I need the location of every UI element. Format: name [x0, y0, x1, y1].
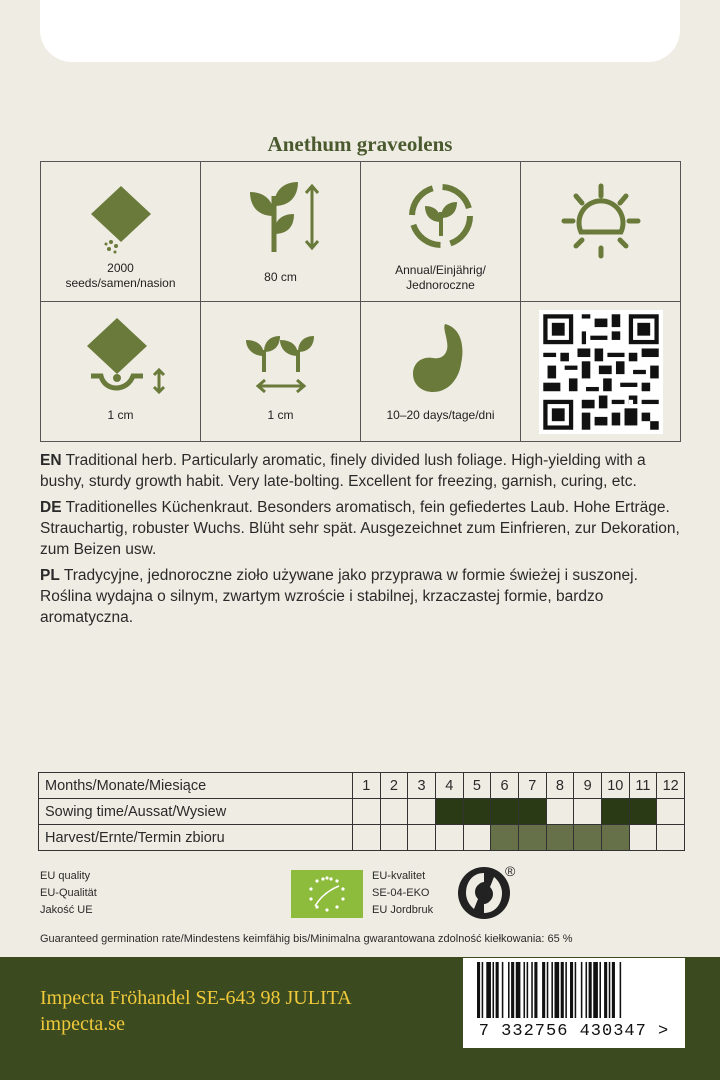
barcode-bar [620, 962, 622, 1018]
sowing-depth-icon [71, 316, 171, 396]
harvest-cell [518, 825, 546, 851]
harvest-label: Harvest/Ernte/Termin zbioru [39, 825, 353, 851]
barcode-bar [511, 962, 514, 1018]
company-info [40, 985, 352, 1037]
barcode-bar [561, 962, 564, 1018]
month-12: 12 [657, 773, 685, 799]
harvest-cell [463, 825, 491, 851]
sowing-cell [546, 799, 574, 825]
annual-cell [361, 162, 521, 302]
annual-caption [361, 263, 520, 293]
sowing-cell [463, 799, 491, 825]
eu-certification [372, 868, 433, 919]
sowing-cell [380, 799, 408, 825]
barcode-bar [524, 962, 526, 1018]
barcode-bar [486, 962, 491, 1018]
sowing-cell [518, 799, 546, 825]
annual-caption-line-2: Jednoroczne [406, 278, 475, 292]
barcode-bar [581, 962, 583, 1018]
sun-cell [521, 162, 681, 302]
month-8: 8 [546, 773, 574, 799]
barcode-bar [493, 962, 495, 1018]
germination-caption: 10–20 days/tage/dni [386, 408, 495, 422]
seed-packet-icon [81, 176, 161, 256]
barcode-bar [604, 962, 607, 1018]
barcode-bar [531, 962, 533, 1018]
text-de: Traditionelles Küchenkraut. Besonders aromatisch, fein gefiedertes Laub. Hohe Erträge. Strauchartig, robuster Wuchs. Blüht sehr spät. Ausgezeichnet zum Einfrieren, zur Dekoration, zum Beizen usw. [40, 499, 680, 558]
sowing-row [39, 799, 685, 825]
barcode-bar [508, 962, 510, 1018]
germination-rate: Guaranteed germination rate/Mindestens keimfähig bis/Minimalna gwarantowana zdolność kiełkowania: 65 % [40, 933, 573, 945]
barcode-bar [496, 962, 499, 1018]
qr-code-icon[interactable] [539, 310, 663, 434]
depth-caption: 1 cm [107, 408, 134, 422]
sowing-cell [657, 799, 685, 825]
barcode-bar [516, 962, 521, 1018]
plant-spacing-icon [236, 316, 326, 396]
barcode-bar [565, 962, 567, 1018]
lang-code-de: DE [40, 499, 62, 516]
qr-cell [521, 302, 681, 442]
icon-grid [40, 161, 681, 442]
depth-cell [41, 302, 201, 442]
sowing-cell [408, 799, 436, 825]
barcode-bar [575, 962, 577, 1018]
barcode-bar [547, 962, 549, 1018]
sowing-cell [352, 799, 380, 825]
month-1: 1 [352, 773, 380, 799]
harvest-cell [352, 825, 380, 851]
month-4: 4 [435, 773, 463, 799]
barcode-bar [502, 962, 504, 1018]
height-cell [201, 162, 361, 302]
harvest-row [39, 825, 685, 851]
harvest-cell [657, 825, 685, 851]
harvest-cell [629, 825, 657, 851]
harvest-cell [546, 825, 574, 851]
eu-quality-en: EU quality [40, 870, 91, 882]
sowing-calendar [38, 772, 685, 851]
harvest-cell [435, 825, 463, 851]
spacing-caption: 1 cm [267, 408, 294, 422]
seeds-cell [41, 162, 201, 302]
barcode-bar [551, 962, 553, 1018]
green-dot-recycling-icon [456, 865, 526, 921]
eu-organic-leaf-icon [291, 870, 363, 918]
description-en [40, 450, 685, 492]
sowing-cell [629, 799, 657, 825]
months-row [39, 773, 685, 799]
company-address: Impecta Fröhandel SE-643 98 JULITA [40, 987, 352, 1009]
description-de [40, 497, 685, 560]
eu-cert-code: SE-04-EKO [372, 887, 430, 899]
sun-icon [556, 176, 646, 266]
month-10: 10 [601, 773, 629, 799]
barcode-bar [482, 962, 484, 1018]
germination-sprout-icon [401, 316, 481, 402]
barcode-bars-icon [463, 958, 685, 1018]
lang-code-en: EN [40, 452, 62, 469]
barcode-bar [612, 962, 615, 1018]
annual-cycle-icon [401, 176, 481, 256]
company-website[interactable]: impecta.se [40, 1013, 125, 1035]
latin-name: Anethum graveolens [267, 132, 453, 156]
eu-quality [40, 868, 97, 919]
month-9: 9 [574, 773, 602, 799]
harvest-cell [380, 825, 408, 851]
sowing-cell [601, 799, 629, 825]
barcode-number: 7 332756 430347 > [478, 1022, 670, 1041]
barcode-bar [570, 962, 573, 1018]
barcode-bar [555, 962, 560, 1018]
months-label: Months/Monate/Miesiące [39, 773, 353, 799]
eu-cert-line-3: EU Jordbruk [372, 904, 434, 916]
spacing-cell [201, 302, 361, 442]
barcode-bar [477, 962, 480, 1018]
month-6: 6 [491, 773, 519, 799]
month-2: 2 [380, 773, 408, 799]
eu-quality-pl: Jakość UE [40, 904, 93, 916]
sowing-cell [491, 799, 519, 825]
barcode-bar [599, 962, 601, 1018]
text-pl: Tradycyjne, jednoroczne zioło używane jako przyprawa w formie świeżej i suszonej. Roślina wydajna o silnym, zwartym wzroście i stabilnej, krzaczastej formie, bardzo aromatyczna. [40, 567, 638, 626]
sowing-cell [574, 799, 602, 825]
seed-count: 2000 [107, 261, 134, 275]
barcode-bar [589, 962, 592, 1018]
month-5: 5 [463, 773, 491, 799]
plant-height-icon [236, 176, 326, 256]
description-pl [40, 565, 685, 628]
text-en: Traditional herb. Particularly aromatic, finely divided lush foliage. High-yielding with a bushy, sturdy growth habit. Very late-bolting. Excellent for freezing, garnish, curing, etc. [40, 452, 646, 490]
eu-quality-de: EU-Qualität [40, 887, 97, 899]
month-11: 11 [629, 773, 657, 799]
harvest-cell [491, 825, 519, 851]
barcode-bar [542, 962, 545, 1018]
barcode-bar [534, 962, 537, 1018]
green-dot-logo [456, 865, 526, 926]
hanger-cutout [40, 0, 680, 62]
seed-unit: seeds/samen/nasion [65, 276, 176, 290]
barcode-bar [609, 962, 611, 1018]
barcode-bar [586, 962, 588, 1018]
sowing-cell [435, 799, 463, 825]
harvest-cell [408, 825, 436, 851]
sowing-label: Sowing time/Aussat/Wysiew [39, 799, 353, 825]
barcode-bar [527, 962, 529, 1018]
seeds-caption [41, 261, 200, 291]
barcode-bar [593, 962, 598, 1018]
eu-cert-line-1: EU-kvalitet [372, 870, 426, 882]
descriptions [40, 450, 685, 633]
germination-cell [361, 302, 521, 442]
month-3: 3 [408, 773, 436, 799]
harvest-cell [574, 825, 602, 851]
annual-caption-line-1: Annual/Einjährig/ [395, 263, 486, 277]
height-caption: 80 cm [264, 270, 297, 284]
harvest-cell [601, 825, 629, 851]
lang-code-pl: PL [40, 567, 60, 584]
registered-mark: ® [505, 863, 516, 879]
month-7: 7 [518, 773, 546, 799]
